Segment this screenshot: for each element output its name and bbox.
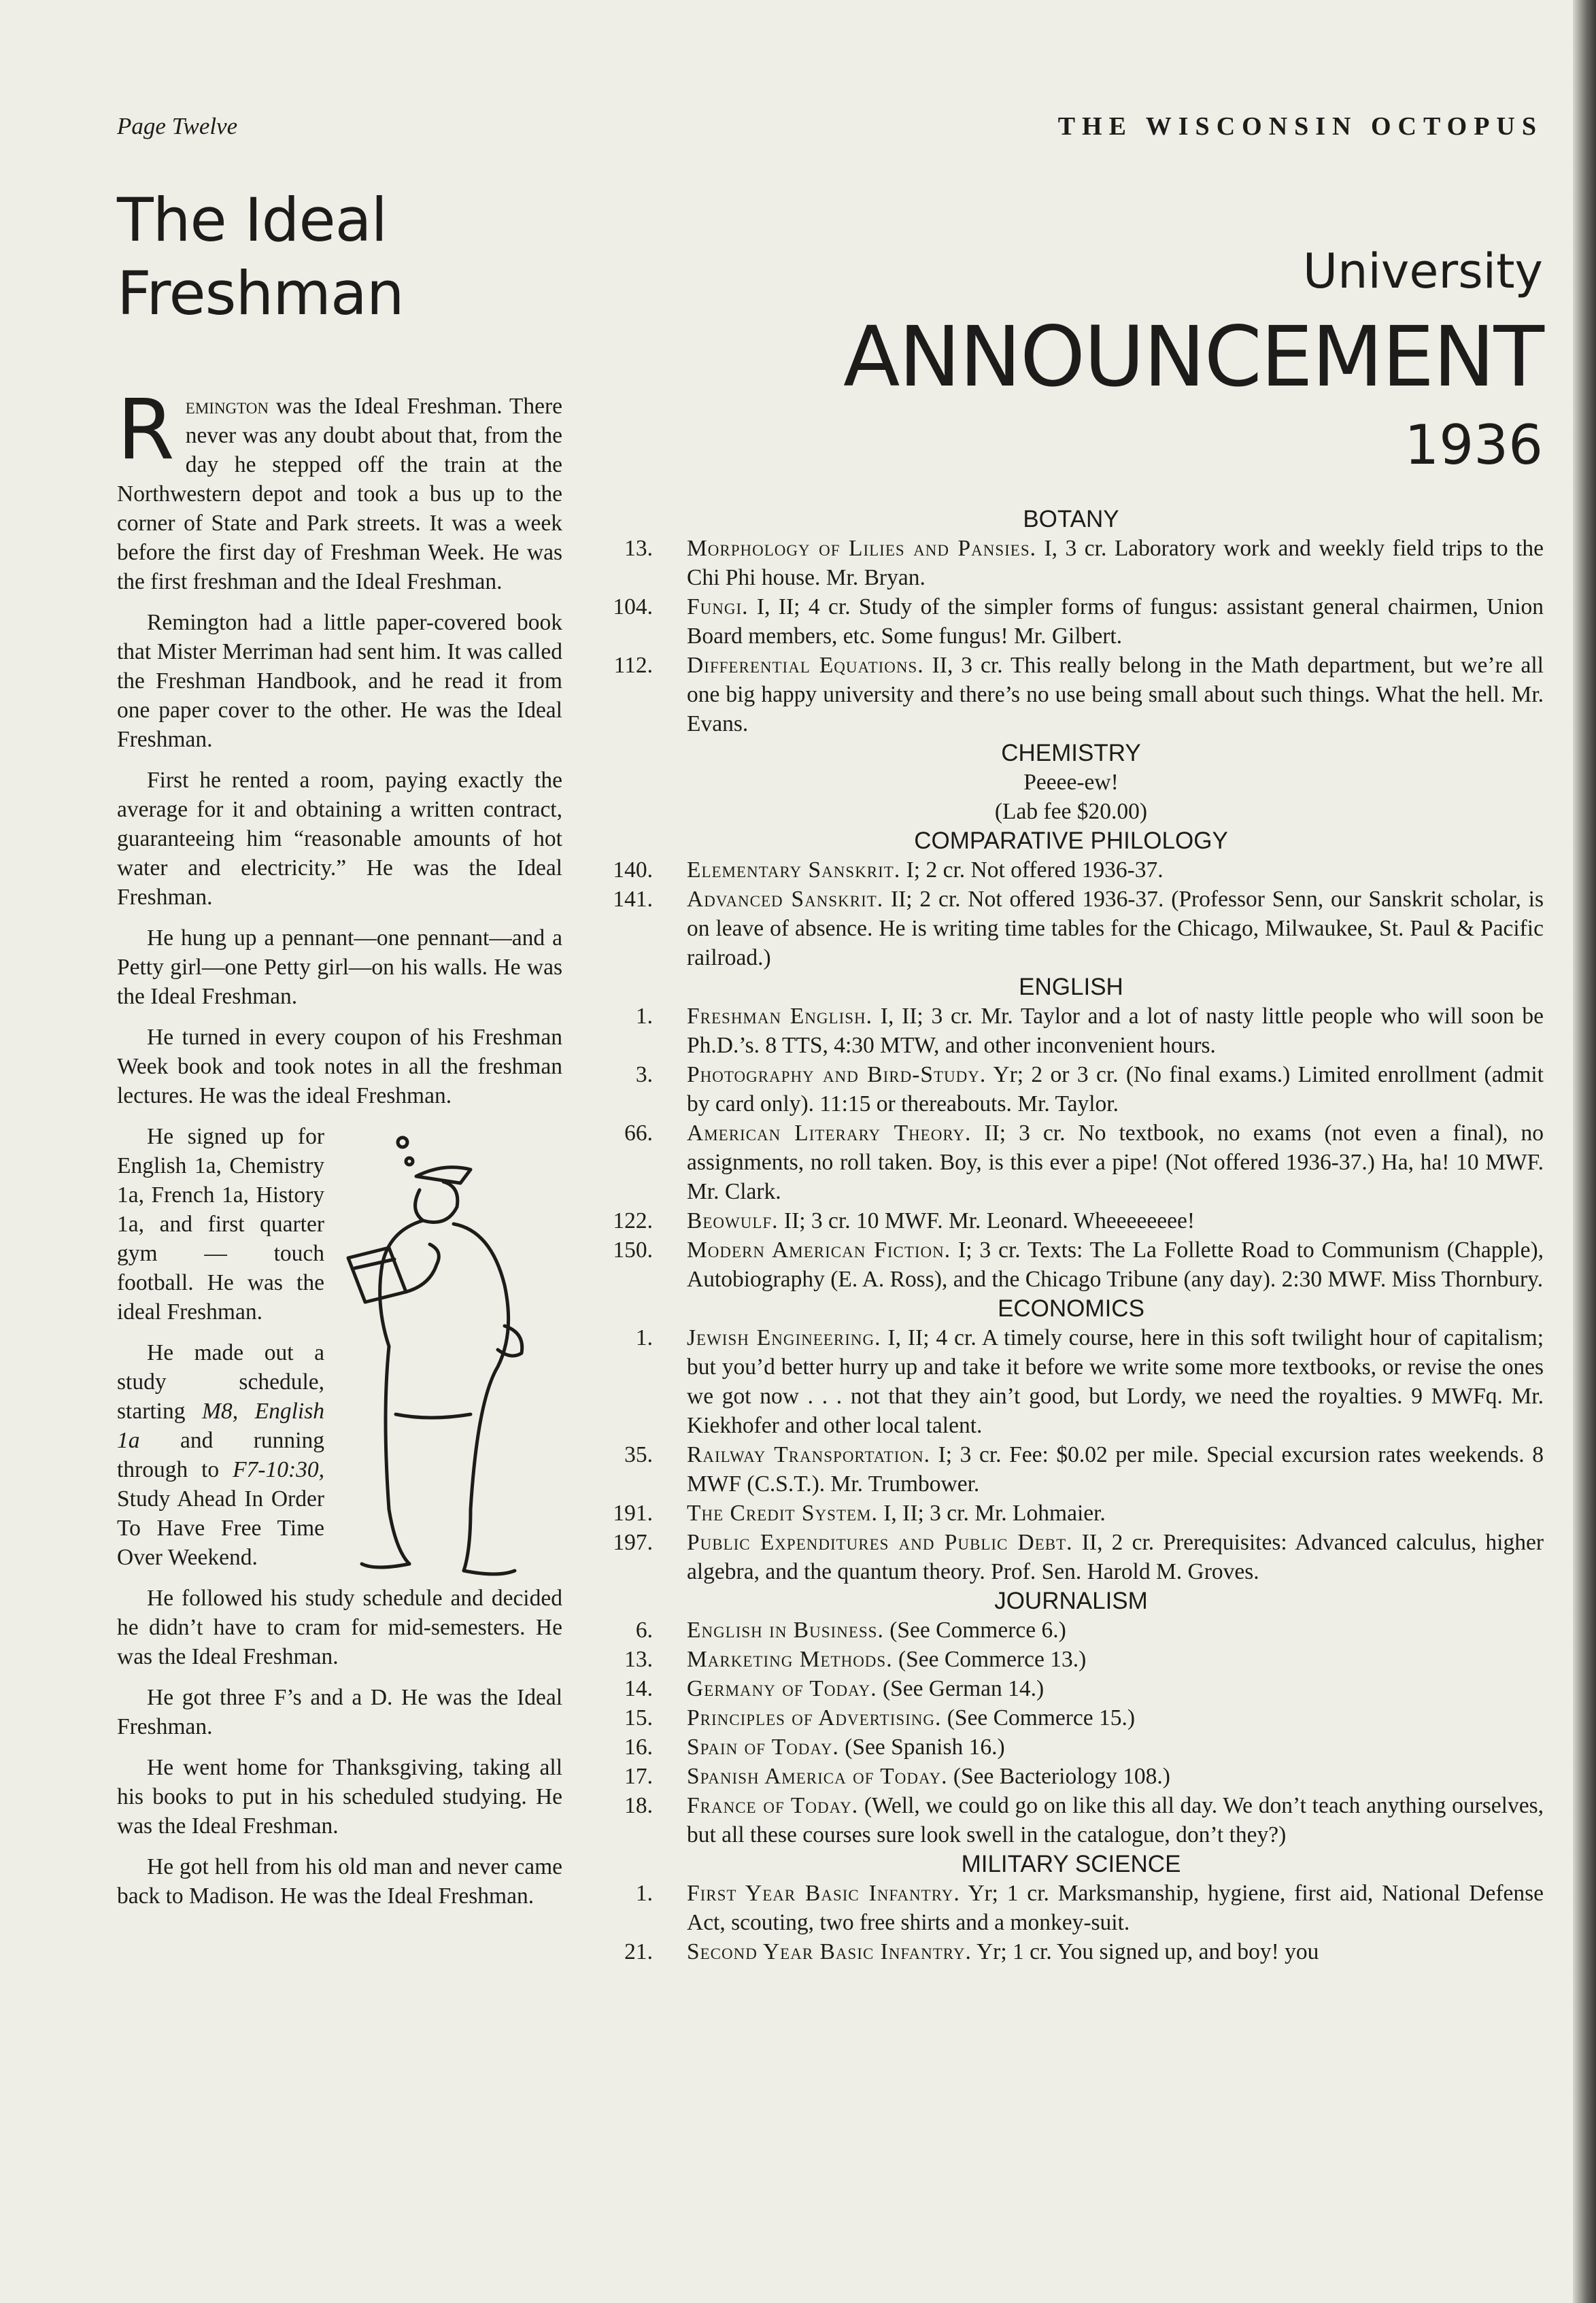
- department-note: (Lab fee $20.00): [994, 799, 1148, 824]
- course-number: 13.: [624, 1647, 653, 1672]
- department-note: Peeee-ew!: [1023, 770, 1119, 795]
- course-description: Yr; 2 or 3 cr. (No final exams.) Limited enrollment (admit by card only). 11:15 or thereabouts. Mr. Taylor.: [687, 1062, 1544, 1116]
- course-catalog: [598, 505, 1544, 1966]
- course-entry: [598, 1674, 1544, 1703]
- course-entry: [598, 1499, 1544, 1528]
- course-number: 1.: [635, 1004, 653, 1029]
- story-paragraph: He followed his study schedule and decided he didn’t have to cram for mid-semesters. He was the Ideal Freshman.: [117, 1586, 562, 1669]
- course-entry: [598, 1879, 1544, 1937]
- paragraph-text: Study Ahead In Order To Have Free Time Over Weekend.: [117, 1486, 324, 1570]
- story-paragraph: He signed up for English 1a, Chemistry 1a, French 1a, History 1a, and first quarter gym — touch football. He was the ideal Freshman.: [117, 1124, 324, 1325]
- course-title: Modern American Fiction.: [687, 1238, 951, 1263]
- course-entry: [598, 1937, 1544, 1966]
- paragraph-text: and running through to: [117, 1428, 324, 1482]
- course-description: (See Spanish 16.): [838, 1735, 1005, 1760]
- course-number: 13.: [624, 536, 653, 561]
- course-description: I, II; 3 cr. Mr. Lohmaier.: [877, 1501, 1106, 1526]
- course-entry: [598, 1235, 1544, 1294]
- course-description: I; 2 cr. Not offered 1936-37.: [900, 857, 1164, 883]
- left-column: [117, 184, 562, 1922]
- freshman-cartoon: [335, 1129, 539, 1591]
- course-entry: [598, 885, 1544, 972]
- course-title: Fungi.: [687, 594, 749, 619]
- story-paragraph: He turned in every coupon of his Freshman Week book and took notes in all the freshman lectures. He was the ideal Freshman.: [117, 1025, 562, 1108]
- course-description: (See Commerce 13.): [892, 1647, 1087, 1672]
- course-number: 14.: [624, 1676, 653, 1701]
- course-description: (See Commerce 15.): [941, 1705, 1136, 1730]
- course-description: II; 3 cr. 10 MWF. Mr. Leonard. Wheeeeeeee!: [778, 1208, 1195, 1233]
- course-entry: [598, 1323, 1544, 1440]
- course-entry: [598, 1703, 1544, 1733]
- course-entry: [598, 1206, 1544, 1235]
- course-entry: [598, 1645, 1544, 1674]
- story-paragraph: He hung up a pennant—one pennant—and a Petty girl—one Petty girl—on his walls. He was the Ideal Freshman.: [117, 925, 562, 1009]
- course-description: I; 3 cr. Fee: $0.02 per mile. Special excursion rates weekends. 8 MWF (C.S.T.). Mr. Trumbower.: [687, 1442, 1544, 1497]
- course-number: 140.: [613, 857, 653, 883]
- page-edge: [1573, 0, 1596, 2303]
- story-paragraph: First he rented a room, paying exactly the average for it and obtaining a written contract, guaranteeing him “reasonable amounts of hot water and electricity.” He was the Ideal Freshman.: [117, 768, 562, 910]
- course-number: 66.: [624, 1121, 653, 1146]
- course-title: American Literary Theory.: [687, 1121, 972, 1146]
- course-title: Public Expenditures and Public Debt.: [687, 1530, 1073, 1555]
- course-description: (See German 14.): [877, 1676, 1045, 1701]
- course-title: First Year Basic Infantry.: [687, 1881, 960, 1906]
- course-title: Differential Equations.: [687, 653, 924, 678]
- course-number: 141.: [613, 887, 653, 912]
- smallcaps-lead: emington: [185, 394, 269, 419]
- course-title: Spain of Today.: [687, 1735, 839, 1760]
- paragraph-text: He made out a study schedule, starting: [117, 1340, 324, 1424]
- course-number: 15.: [624, 1705, 653, 1730]
- course-number: 3.: [635, 1062, 653, 1087]
- department-heading: MILITARY SCIENCE: [961, 1851, 1181, 1877]
- course-title: Advanced Sanskrit.: [687, 887, 884, 912]
- course-description: (Well, we could go on like this all day. We don’t teach anything ourselves, but all these courses sure look swell in the catalogue, don’t they?): [687, 1793, 1544, 1847]
- course-description: (See Bacteriology 108.): [947, 1764, 1170, 1789]
- course-title: Photography and Bird-Study.: [687, 1062, 987, 1087]
- course-description: I, II; 4 cr. A timely course, here in this soft twilight hour of capitalism; but you’d better hurry up and take it before we write some more textbooks, or revise the ones we got now . . . not that they ain’t good, but Lordy, we need the royalties. 9 MWFq. Mr. Kiekhofer and other local talent.: [687, 1325, 1544, 1438]
- course-title: The Credit System.: [687, 1501, 878, 1526]
- course-title: Jewish Engineering.: [687, 1325, 881, 1350]
- course-title: Freshman English.: [687, 1004, 873, 1029]
- course-description: II, 3 cr. This really belong in the Math department, but we’re all one big happy university and there’s no use being small about such things. What the hell. Mr. Evans.: [687, 653, 1544, 736]
- course-entry: [598, 534, 1544, 592]
- story-paragraph: He got three F’s and a D. He was the Ideal Freshman.: [117, 1685, 562, 1739]
- course-title: Second Year Basic Infantry.: [687, 1939, 972, 1964]
- course-title: Principles of Advertising.: [687, 1705, 942, 1730]
- course-number: 197.: [613, 1530, 653, 1555]
- course-entry: [598, 1762, 1544, 1791]
- course-title: Railway Transportation.: [687, 1442, 930, 1467]
- department-heading: CHEMISTRY: [1001, 740, 1141, 766]
- paragraph-text: was the Ideal Freshman. There never was any doubt about that, from the day he stepped off the train at the Northwestern depot and took a bus up to the corner of State and Park streets. It was a week before the first day of Freshman Week. He was the first freshman and the Ideal Freshman.: [117, 394, 562, 594]
- course-entry: [598, 651, 1544, 738]
- course-description: II; 2 cr. Not offered 1936-37. (Professor Senn, our Sanskrit scholar, is on leave of absence. He is writing time tables for the Chicago, Milwaukee, St. Paul & Pacific railroad.): [687, 887, 1544, 970]
- illustrated-section: [117, 1122, 562, 1572]
- department-heading: BOTANY: [1023, 506, 1119, 532]
- italic-text: F7-10:30,: [233, 1457, 324, 1482]
- story-paragraph: [117, 1338, 324, 1572]
- magazine-title: THE WISCONSIN OCTOPUS: [1057, 112, 1543, 141]
- course-title: Spanish America of Today.: [687, 1764, 948, 1789]
- course-number: 6.: [635, 1618, 653, 1643]
- course-number: 150.: [613, 1238, 653, 1263]
- course-entry: [598, 1060, 1544, 1119]
- department-heading: ENGLISH: [1019, 974, 1123, 1000]
- course-number: 1.: [635, 1881, 653, 1906]
- course-number: 16.: [624, 1735, 653, 1760]
- department-heading: COMPARATIVE PHILOLOGY: [914, 828, 1228, 854]
- italic-text: M8, English 1a: [117, 1399, 324, 1453]
- course-number: 1.: [635, 1325, 653, 1350]
- course-number: 191.: [613, 1501, 653, 1526]
- announcement-title-line2: ANNOUNCEMENT: [843, 309, 1543, 405]
- page-number: Page Twelve: [117, 113, 238, 139]
- story-paragraph: He got hell from his old man and never came back to Madison. He was the Ideal Freshman.: [117, 1854, 562, 1909]
- story-paragraph: [117, 381, 562, 596]
- course-title: Elementary Sanskrit.: [687, 857, 901, 883]
- course-number: 35.: [624, 1442, 653, 1467]
- course-number: 122.: [613, 1208, 653, 1233]
- course-title: Morphology of Lilies and Pansies.: [687, 536, 1037, 561]
- course-number: 112.: [613, 653, 653, 678]
- course-entry: [598, 1791, 1544, 1849]
- course-entry: [598, 1002, 1544, 1060]
- course-entry: [598, 855, 1544, 885]
- course-entry: [598, 1733, 1544, 1762]
- course-description: (See Commerce 6.): [883, 1618, 1066, 1643]
- course-description: Yr; 1 cr. You signed up, and boy! you: [971, 1939, 1319, 1964]
- story-body: [117, 381, 562, 1911]
- story-paragraph: He went home for Thanksgiving, taking all his books to put in his scheduled studying. He was the Ideal Freshman.: [117, 1755, 562, 1839]
- department-heading: JOURNALISM: [994, 1588, 1148, 1614]
- course-description: I; 3 cr. Texts: The La Follette Road to Communism (Chapple), Autobiography (E. A. Ross), and the Chicago Tribune (any day). 2:30 MWF. Miss Thornbury.: [687, 1238, 1544, 1292]
- course-description: I, II; 4 cr. Study of the simpler forms of fungus: assistant general chairmen, Union Board members, etc. Some fungus! Mr. Gilbert.: [687, 594, 1544, 649]
- story-title: The Ideal Freshman: [117, 185, 404, 328]
- announcement-year: 1936: [1404, 413, 1543, 477]
- drop-cap: R: [117, 381, 175, 478]
- course-description: II; 3 cr. No textbook, no exams (not even a final), no assignments, no roll taken. Boy, is this ever a pipe! (Not offered 1936-37.) Ha, ha! 10 MWF. Mr. Clark.: [687, 1121, 1544, 1204]
- course-number: 17.: [624, 1764, 653, 1789]
- course-title: English in Business.: [687, 1618, 884, 1643]
- course-description: I, II; 3 cr. Mr. Taylor and a lot of nasty little people who will soon be Ph.D.’s. 8 TTS, 4:30 MTW, and other inconvenient hours.: [687, 1004, 1544, 1058]
- course-description: Yr; 1 cr. Marksmanship, hygiene, first aid, National Defense Act, scouting, two free shirts and a monkey-suit.: [687, 1881, 1544, 1935]
- department-heading: ECONOMICS: [998, 1295, 1144, 1322]
- course-title: France of Today.: [687, 1793, 859, 1818]
- course-entry: [598, 1440, 1544, 1499]
- course-description: II, 2 cr. Prerequisites: Advanced calculus, higher algebra, and the quantum theory. Prof. Sen. Harold M. Groves.: [687, 1530, 1544, 1584]
- course-entry: [598, 592, 1544, 651]
- course-number: 21.: [624, 1939, 653, 1964]
- course-entry: [598, 1119, 1544, 1206]
- course-description: I, 3 cr. Laboratory work and weekly field trips to the Chi Phi house. Mr. Bryan.: [687, 536, 1544, 590]
- course-entry: [598, 1528, 1544, 1586]
- course-number: 18.: [624, 1793, 653, 1818]
- course-entry: [598, 1616, 1544, 1645]
- story-paragraph: Remington had a little paper-covered book that Mister Merriman had sent him. It was called the Freshman Handbook, and he read it from one paper cover to the other. He was the Ideal Freshman.: [117, 610, 562, 752]
- course-title: Germany of Today.: [687, 1676, 877, 1701]
- course-number: 104.: [613, 594, 653, 619]
- course-title: Beowulf.: [687, 1208, 779, 1233]
- announcement-title-line1: University: [1302, 243, 1543, 299]
- course-title: Marketing Methods.: [687, 1647, 893, 1672]
